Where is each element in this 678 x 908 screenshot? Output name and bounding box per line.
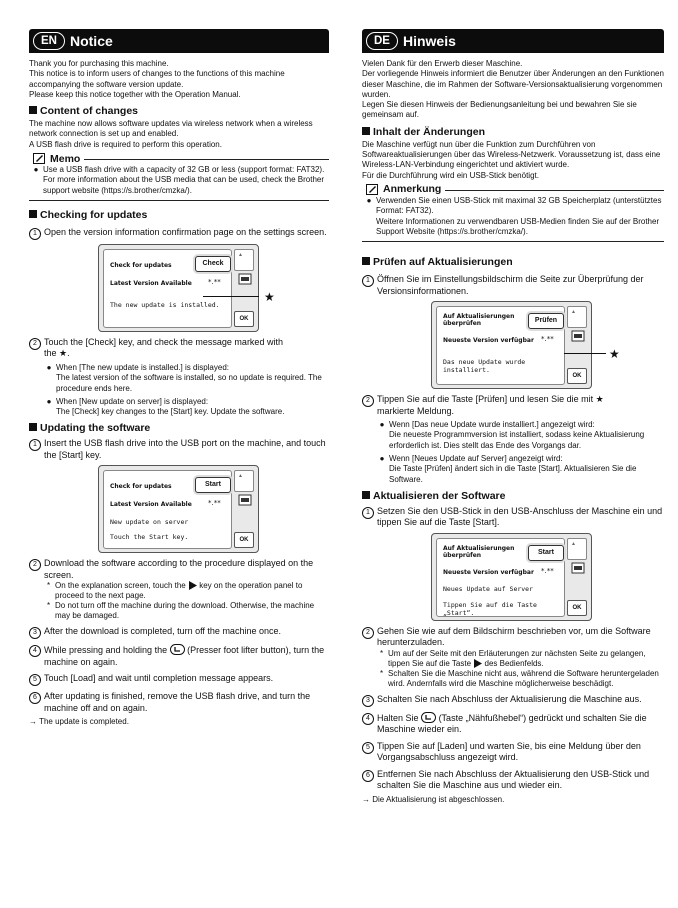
check-result-item: ● When [New update on server] is displayed: The [Check] key changes to the [Start] key. Update the software.	[46, 396, 285, 417]
step: 4 Halten Sie (Taste „Nähfußhebel“) gedrückt und schalten Sie die Maschine wieder ein.	[362, 712, 664, 736]
language-badge: EN	[33, 32, 65, 50]
status-message: Neues Update auf Server	[443, 584, 534, 593]
section-heading: Inhalt der Änderungen	[362, 126, 664, 139]
instruction-message: Tippen Sie auf die Taste „Start“.	[443, 600, 537, 617]
step: 1 Öffnen Sie im Einstellungsbildschirm die Seite zur Überprüfung der Versionsinformationen.	[362, 274, 664, 297]
square-icon	[362, 257, 370, 265]
arrow-icon: →	[362, 794, 370, 804]
step: 6 Entfernen Sie nach Abschluss der Aktualisierung den USB-Stick und schalten Sie die Maschine aus und wieder ein.	[362, 769, 664, 792]
scroll-up-button[interactable]: ▲	[234, 249, 254, 271]
star-marker-icon: ★	[609, 347, 620, 362]
usb-icon	[238, 494, 252, 506]
screen-check-installed: Check for updates Check Latest Version Available *.** The new update is installed. ▲ OK ★	[98, 244, 259, 332]
section-heading: Checking for updates	[29, 209, 329, 222]
memo-header: Anmerkung	[362, 183, 664, 196]
intro-line: Vielen Dank für den Erwerb dieser Maschine.	[362, 59, 523, 68]
step: 2 Tippen Sie auf die Taste [Prüfen] und lesen Sie die mit ★ markierte Meldung.	[362, 394, 664, 417]
memo-box	[362, 183, 664, 242]
scroll-up-button[interactable]: ▲	[234, 470, 254, 492]
notice-banner	[362, 29, 664, 53]
intro-line: Please keep this notice together with the Operation Manual.	[29, 89, 241, 99]
section-heading: Content of changes	[29, 105, 329, 118]
step: 2 Touch the [Check] key, and check the message marked with the ★.	[29, 337, 329, 360]
memo-box	[29, 152, 329, 201]
completion-text: → The update is completed.	[29, 717, 129, 727]
next-page-icon	[188, 581, 197, 590]
intro-line: Legen Sie diesen Hinweis der Bedienungsanleitung bei und bewahren Sie sie gemeinsam auf.	[362, 100, 637, 120]
memo-item: ● Verwenden Sie einen USB-Stick mit maximal 32 GB Speicherplatz (unterstütztes Format: FAT32). Weitere Informationen zu verwendbaren USB-Medien finden Sie auf der Brother Support Website (https://s.brother/cmzka/).	[366, 195, 662, 236]
presser-foot-button-icon	[170, 644, 185, 655]
language-badge: DE	[366, 32, 398, 50]
ok-button[interactable]: OK	[567, 600, 587, 616]
status-message: Das neue Update wurde installiert.	[443, 358, 526, 375]
step: 2 Gehen Sie wie auf dem Bildschirm beschrieben vor, um die Software herunterzuladen.	[362, 626, 664, 649]
arrow-icon: →	[29, 717, 37, 727]
ok-button[interactable]: OK	[567, 368, 587, 384]
note: * Schalten Sie die Maschine nicht aus, während die Software heruntergeladen wird. Andernfalls wird die Maschine möglicherweise beschädigt.	[380, 668, 659, 688]
instruction-message: Touch the Start key.	[110, 533, 189, 542]
english-column	[29, 29, 329, 728]
note: * Do not turn off the machine during the download. Otherwise, the machine may be damaged.	[47, 601, 315, 621]
check-result-item: ● Wenn [Neues Update auf Server] angezeigt wird: Die Taste [Prüfen] ändert sich in die Taste [Start]. Aktualisieren Sie die Software.	[379, 454, 637, 484]
usb-icon	[571, 562, 585, 574]
section-heading: Prüfen auf Aktualisierungen	[362, 256, 664, 269]
step: 6 After updating is finished, remove the USB flash drive, and turn the machine off and on again.	[29, 691, 329, 714]
memo-pencil-icon	[33, 153, 45, 164]
memo-pencil-icon	[366, 184, 378, 195]
memo-item: ● Use a USB flash drive with a capacity of 32 GB or less (support format: FAT32). For more information about the USB media that can be used, check the Brother support website (https://s.brother/cmzka/).	[33, 165, 325, 195]
check-result-item: ● When [The new update is installed.] is displayed: The latest version of the software is installed, so no update is required. The procedure ends here.	[46, 362, 322, 393]
ok-button[interactable]: OK	[234, 532, 254, 548]
intro-text	[362, 59, 664, 121]
content-text: A USB flash drive is required to perform this operation.	[29, 139, 222, 149]
intro-line: This notice is to inform users of changes to the functions of this machine accompanying the software version update.	[29, 69, 285, 89]
usb-icon	[238, 273, 252, 285]
star-marker-icon: ★	[264, 289, 275, 304]
memo-header: Memo	[29, 152, 329, 165]
notice-title: Hinweis	[402, 33, 456, 49]
screen-new-update: Auf Aktualisierungen überprüfen Start Neueste Version verfügbar *.** Neues Update auf Server Tippen Sie auf die Taste „Start“. ▲ OK	[431, 533, 592, 621]
note: * Um auf der Seite mit den Erläuterungen zur nächsten Seite zu gelangen, tippen Sie auf die Taste des Bedienfelds.	[380, 648, 646, 668]
step: 1 Insert the USB flash drive into the USB port on the machine, and touch the [Start] key.	[29, 438, 329, 461]
start-button[interactable]: Start	[195, 477, 231, 493]
square-icon	[29, 423, 37, 431]
step: 3 Schalten Sie nach Abschluss der Aktualisierung die Maschine aus.	[362, 694, 664, 707]
step: 1 Setzen Sie den USB-Stick in den USB-Anschluss der Maschine ein und tippen Sie auf die Taste [Start].	[362, 506, 664, 529]
status-message: The new update is installed.	[110, 300, 220, 309]
intro-line: Thank you for purchasing this machine.	[29, 59, 169, 68]
start-button[interactable]: Start	[528, 545, 564, 561]
check-result-item: ● Wenn [Das neue Update wurde installiert.] angezeigt wird: Die neueste Programmversion ist installiert, sodass keine Aktualisierung erforderlich ist. Dies stellt das Ende des Vorgangs dar.	[379, 420, 645, 450]
step: 5 Touch [Load] and wait until completion message appears.	[29, 673, 329, 686]
section-heading: Aktualisieren der Software	[362, 490, 664, 503]
square-icon	[362, 491, 370, 499]
notice-banner	[29, 29, 329, 53]
step: 1 Open the version information confirmation page on the settings screen.	[29, 227, 329, 240]
check-button[interactable]: Check	[195, 256, 231, 272]
next-page-icon	[473, 659, 482, 668]
scroll-up-button[interactable]: ▲	[567, 306, 587, 328]
usb-icon	[571, 330, 585, 342]
german-column	[362, 29, 664, 805]
completion-text: → Die Aktualisierung ist abgeschlossen.	[362, 794, 505, 804]
content-text: Für die Durchführung wird ein USB-Stick benötigt.	[362, 170, 539, 180]
screen-check-installed: Auf Aktualisierungen überprüfen Prüfen Neueste Version verfügbar *.** Das neue Update wurde installiert. ▲ OK ★	[431, 301, 592, 389]
screen-new-update: Check for updates Start Latest Version Available *.** New update on server Touch the Start key. ▲ OK	[98, 465, 259, 553]
square-icon	[29, 106, 37, 114]
intro-text	[29, 59, 329, 100]
section-heading: Updating the software	[29, 422, 329, 435]
step: 4 While pressing and holding the (Presser foot lifter button), turn the machine on again.	[29, 644, 329, 668]
step: 5 Tippen Sie auf [Laden] und warten Sie, bis eine Meldung über den Vorgangsabschluss angezeigt wird.	[362, 741, 664, 764]
presser-foot-button-icon	[421, 712, 436, 723]
content-text: Die Maschine verfügt nun über die Funktion zum Durchführen von Softwareaktualisierungen über das Wireless-Netzwerk. Voraussetzung ist, dass eine Wireless-LAN-Verbindung eingerichtet und aktiviert wurde.	[362, 139, 661, 170]
square-icon	[362, 127, 370, 135]
content-text: The machine now allows software updates via wireless network when a wireless network connection is set up and enabled.	[29, 119, 313, 139]
step: 2 Download the software according to the procedure displayed on the screen.	[29, 558, 329, 581]
notice-title: Notice	[69, 33, 113, 49]
scroll-up-button[interactable]: ▲	[567, 538, 587, 560]
square-icon	[29, 210, 37, 218]
note: * On the explanation screen, touch the key on the operation panel to proceed to the next page.	[47, 581, 303, 601]
check-button[interactable]: Prüfen	[528, 313, 564, 329]
status-message: New update on server	[110, 518, 189, 527]
step: 3 After the download is completed, turn off the machine once.	[29, 626, 329, 639]
intro-line: Der vorliegende Hinweis informiert die Benutzer über Änderungen an den Funktionen dieser Maschine, die im Rahmen der Software-Versionsaktualisierung vorgenommen wurden.	[362, 69, 664, 99]
ok-button[interactable]: OK	[234, 311, 254, 327]
